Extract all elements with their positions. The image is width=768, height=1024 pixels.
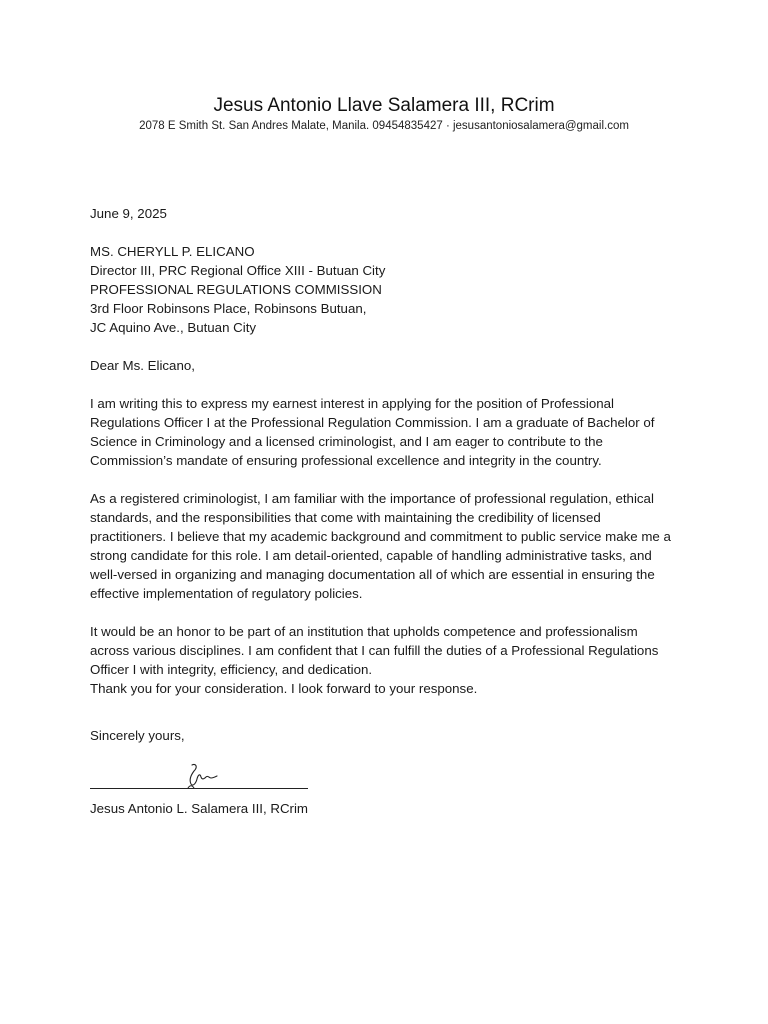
recipient-organization: PROFESSIONAL REGULATIONS COMMISSION [90,282,382,297]
paragraph-2: As a registered criminologist, I am familiar with the importance of professional regulation, ethical standards, and the responsibilities that come with maintaining the credibility of licensed practitioners. I believe that my academic background and commitment to public service make me a strong candidate for this role. I am detail-oriented, capable of handling administrative tasks, and well-versed in organizing and managing documentation all of which are essential in ensuring the effective implementation of regulatory policies. [90,491,671,601]
thank-you-line: Thank you for your consideration. I look forward to your response. [90,681,478,696]
recipient-name: MS. CHERYLL P. ELICANO [90,244,255,259]
signature-block [90,755,680,799]
paragraph-1: I am writing this to express my earnest interest in applying for the position of Professional Regulations Officer I at the Professional Regulation Commission. I am a graduate of Bachelor of Science in Criminology and a licensed criminologist, and I am eager to contribute to the Commission’s mandate of ensuring professional excellence and integrity in the country. [90,396,655,468]
recipient-address-line-2: JC Aquino Ave., Butuan City [90,320,257,335]
sender-contact: 2078 E Smith St. San Andres Malate, Manila. 09454835427 · jesusantoniosalamera@gmail.com [139,120,629,132]
handwritten-signature [182,761,218,791]
signer-name: Jesus Antonio L. Salamera III, RCrim [90,801,309,816]
recipient-address-line-1: 3rd Floor Robinsons Place, Robinsons Butuan, [90,301,367,316]
signature-line [90,788,308,789]
closing: Sincerely yours, [90,728,185,743]
paragraph-3: It would be an honor to be part of an institution that upholds competence and professionalism across various disciplines. I am confident that I can fulfill the duties of a Professional Regulations Officer I with integrity, efficiency, and dedication. [90,624,659,677]
recipient-address [90,242,680,337]
recipient-title: Director III, PRC Regional Office XIII - Butuan City [90,263,386,278]
sender-name: Jesus Antonio Llave Salamera III, RCrim [213,95,555,116]
letterhead [0,94,768,134]
letter-date: June 9, 2025 [90,206,167,221]
letter-body [90,204,680,818]
salutation: Dear Ms. Elicano, [90,358,195,373]
